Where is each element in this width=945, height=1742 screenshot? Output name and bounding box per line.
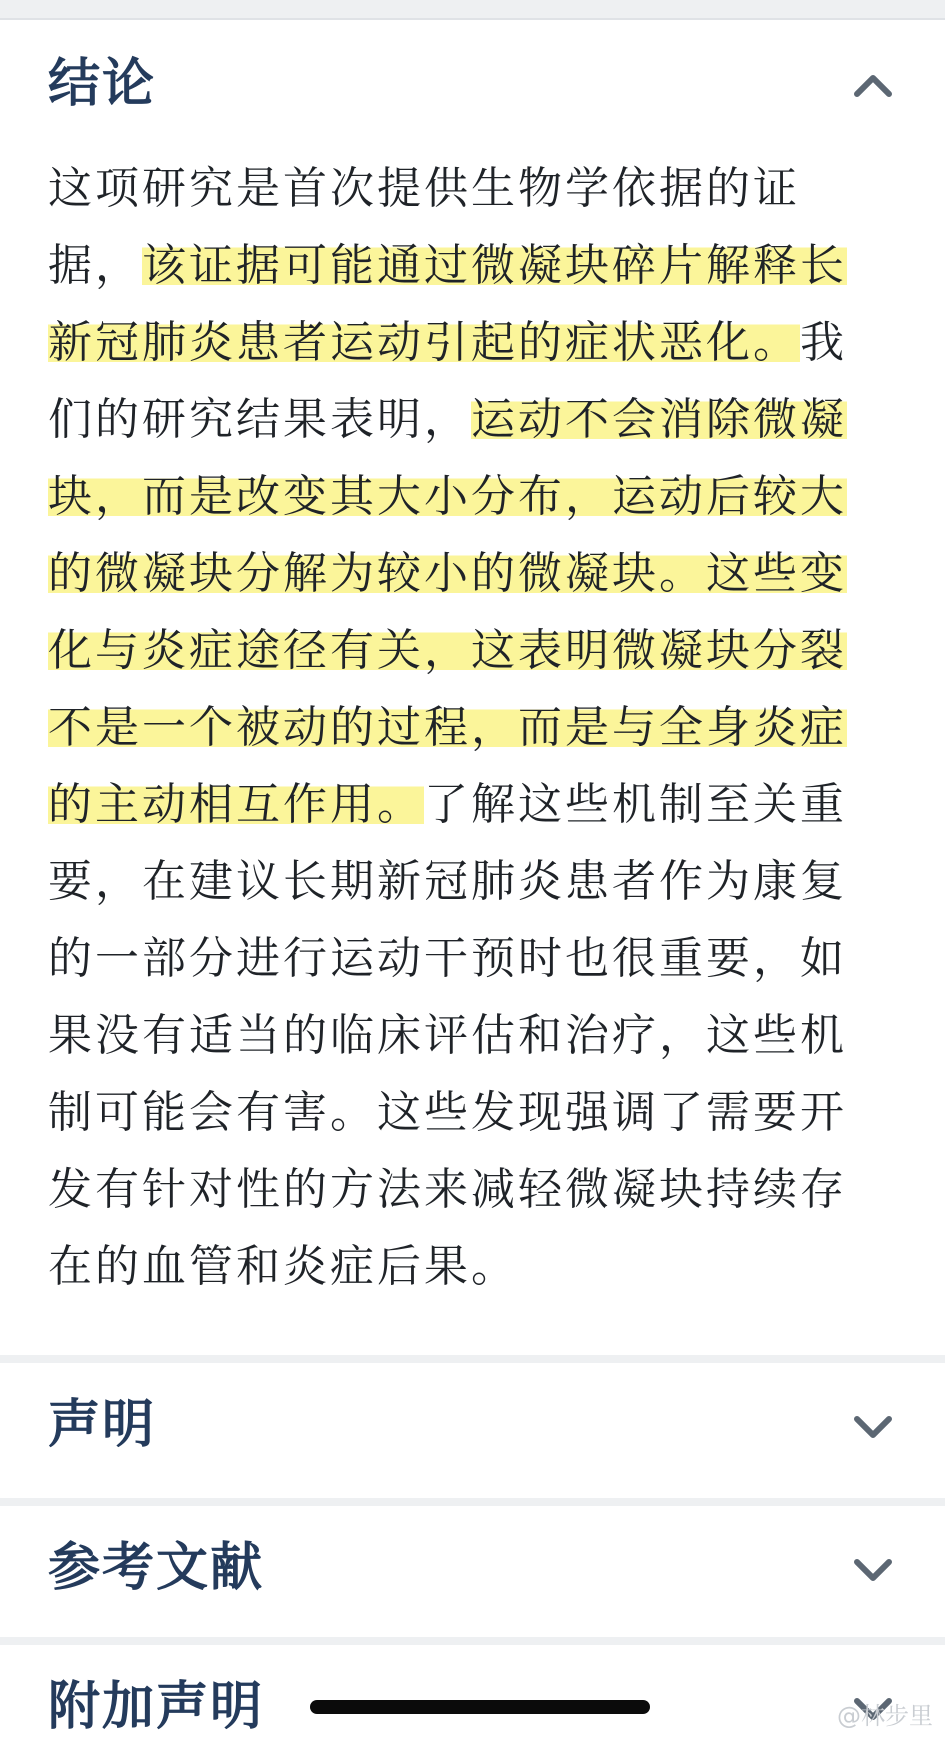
highlighted-text: 运动不会消除微凝	[471, 394, 847, 445]
chevron-down-icon[interactable]	[849, 1403, 897, 1451]
section-header-additional[interactable]	[0, 1645, 945, 1742]
section-header-conclusion[interactable]	[0, 22, 945, 142]
section-title-additional: 附加声明	[48, 1677, 265, 1737]
text-line: 新冠肺炎患者运动引起的症状恶化。我	[48, 317, 847, 368]
text-line	[48, 535, 898, 612]
section-header-statement[interactable]	[0, 1363, 945, 1498]
text-line: 的主动相互作用。了解这些机制至关重	[48, 779, 847, 830]
watermark: @林步里	[837, 1702, 933, 1730]
highlighted-text: 新冠肺炎患者运动引起的症状恶化。	[48, 317, 800, 368]
text-line: 这项研究是首次提供生物学依据的证	[48, 163, 800, 214]
section-title-conclusion: 结论	[48, 54, 157, 114]
highlighted-text: 不是一个被动的过程，而是与全身炎症	[48, 702, 847, 753]
text-line	[48, 458, 898, 535]
text-line: 的一部分进行运动干预时也很重要，如	[48, 933, 847, 984]
section-divider	[0, 1498, 945, 1506]
section-header-references[interactable]	[0, 1506, 945, 1637]
text-line: 在的血管和炎症后果。	[48, 1241, 518, 1292]
chevron-down-icon[interactable]	[849, 1546, 897, 1594]
section-divider	[0, 1355, 945, 1363]
text-line: 发有针对性的方法来减轻微凝块持续存	[48, 1164, 847, 1215]
highlighted-text: 的主动相互作用。	[48, 779, 424, 830]
home-indicator[interactable]	[310, 1700, 650, 1714]
highlighted-text: 的微凝块分解为较小的微凝块。	[48, 548, 706, 599]
text-line: 们的研究结果表明，运动不会消除微凝	[48, 394, 847, 445]
text-line	[48, 612, 898, 689]
text-line: 果没有适当的临床评估和治疗，这些机	[48, 1010, 847, 1061]
section-divider	[0, 1637, 945, 1645]
chevron-up-icon[interactable]	[849, 62, 897, 110]
highlighted-text: 该证据可能通过微凝块碎片解释长	[142, 240, 847, 291]
text-line	[48, 689, 898, 766]
conclusion-body	[48, 150, 898, 1305]
highlighted-text: 化与炎症途径有关，这表明微凝块分裂	[48, 625, 847, 676]
text-line: 制可能会有害。这些发现强调了需要开	[48, 1087, 847, 1138]
text-line: 据，该证据可能通过微凝块碎片解释长	[48, 240, 847, 291]
highlighted-text: 这些变	[706, 548, 847, 599]
text-line: 要，在建议长期新冠肺炎患者作为康复	[48, 856, 847, 907]
top-divider	[0, 0, 945, 20]
section-title-statement: 声明	[48, 1395, 157, 1455]
section-title-references: 参考文献	[48, 1538, 265, 1598]
highlighted-text: 块，而是改变其大小分布，运动后较大	[48, 471, 847, 522]
